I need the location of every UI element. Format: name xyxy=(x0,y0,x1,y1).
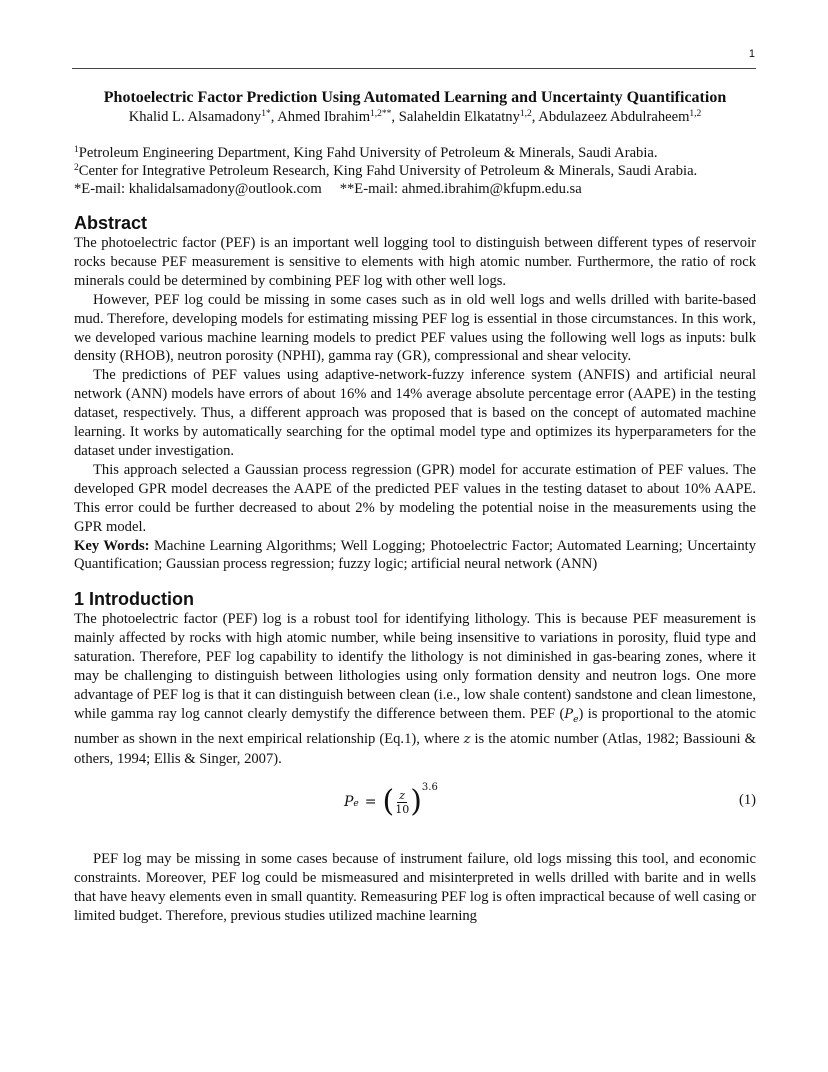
keywords-text: Machine Learning Algorithms; Well Logging; Photoelectric Factor; Automated Learning; Uncertainty Quantification; Gaussian process regression; fuzzy logic; artificial neural network (ANN) xyxy=(74,537,756,573)
equation-fraction: $\frac{z}{10}$ xyxy=(395,788,410,816)
author-name: Khalid L. Alsamadony xyxy=(128,109,262,125)
email-1: *E-mail: khalidalsamadony@outlook.com xyxy=(74,181,322,197)
equation-1 xyxy=(74,782,756,834)
page-content xyxy=(74,88,756,926)
author-name: Abdulazeez Abdulraheem xyxy=(538,109,690,125)
intro-paragraph-2: PEF log may be missing in some cases because of instrument failure, old logs missing this tool, and economic constraints. Moreover, PEF log could be mismeasured and misinterpreted in wells drilled with barite and in wells that have heavy elements even in small quantity. Remeasuring PEF log is often impractical because of well casing or limited budget. Therefore, previous studies utilized machine learning xyxy=(74,851,756,925)
email-line xyxy=(74,180,756,198)
author-sup: 1,2 xyxy=(689,109,702,119)
page-number: 1 xyxy=(748,48,755,60)
author-list: Khalid L. Alsamadony$^{1*}$, Ahmed Ibrahim$^{1,2**}$, Salaheldin Elkatatny$^{1,2}$, Abdulazeez Abdulraheem$^{1,2}$ xyxy=(128,109,702,125)
author-sup: 1,2 xyxy=(519,109,532,119)
affiliation-2: $^2$Center for Integrative Petroleum Research, King Fahd University of Petroleum & Minerals, Saudi Arabia. xyxy=(74,163,698,179)
author-sup: 1* xyxy=(261,109,271,119)
affiliation-1: $^1$Petroleum Engineering Department, King Fahd University of Petroleum & Minerals, Saudi Arabia. xyxy=(74,145,658,161)
abstract-heading: Abstract xyxy=(74,213,148,233)
abstract-paragraph: The predictions of PEF values using adaptive-network-fuzzy inference system (ANFIS) and artificial neural network (ANN) models have errors of about 16% and 14% average absolute percentage error (AAPE) in the testing dataset, respectively. Thus, a different approach was proposed that is based on the concept of automated machine learning. It works by automatically searching for the optimal model type and optimizes its hyperparameters for the dataset under investigation. xyxy=(74,367,756,459)
keywords-label: Key Words: xyxy=(74,537,150,554)
equation-exponent: 3.6 xyxy=(421,782,438,794)
author-name: Salaheldin Elkatatny xyxy=(398,109,520,125)
email-2: **E-mail: ahmed.ibrahim@kfupm.edu.sa xyxy=(339,181,582,197)
abstract-paragraph: The photoelectric factor (PEF) is an important well logging tool to distinguish between different types of reservoir rocks because PEF measurement is sensitive to elements with high atomic number. Furthermore, the ratio of rock minerals could be determined by combining PEF log with other well logs. xyxy=(74,235,756,289)
equation-number: (1) xyxy=(738,792,756,809)
author-sup: 1,2** xyxy=(370,109,392,119)
equation-body: P e = ( $\frac{z}{10}$ ) 3.6 xyxy=(344,782,438,820)
intro-paragraph-1: The photoelectric factor (PEF) log is a robust tool for identifying lithology. This is because PEF measurement is mainly affected by rocks with high atomic number, while being insensitive to variations in porosity, fluid type and saturation. Therefore, PEF log capability to identify the lithology is not diminished in gas-bearing zones, where it may be challenging to distinguish between lithologies using only formation density and neutron logs. One more advantage of PEF log is that it can distinguish between clean (i.e., low shale content) sandstone and clean limestone, while gamma ray log cannot clearly demystify the difference between them. PEF $(P_e)$ is proportional to the atomic number as shown in the next empirical relationship (Eq.1), where z is the atomic number (Atlas, 1982; Bassiouni & others, 1994; Ellis & Singer, 2007). xyxy=(74,611,756,767)
abstract-paragraph: However, PEF log could be missing in some cases such as in old well logs and wells drilled with barite-based mud. Therefore, developing models for estimating missing PEF log is essential in those circumstances. In this work, we developed various machine learning models to predict PEF values using the following well logs as inputs: bulk density (RHOB), neutron porosity (NPHI), gamma ray (GR), compressional and shear velocity. xyxy=(74,291,756,365)
introduction-heading: 1 Introduction xyxy=(74,589,194,610)
abstract-paragraph: This approach selected a Gaussian process regression (GPR) model for accurate estimation of PEF values. The developed GPR model decreases the AAPE of the predicted PEF values in the testing dataset to about 10% AAPE. This error could be further decreased to about 2% by modeling the potential noise in the measurements using the GPR model. xyxy=(74,461,756,535)
keywords xyxy=(74,537,756,575)
author-name: Ahmed Ibrahim xyxy=(277,109,371,125)
paper-title: Photoelectric Factor Prediction Using Automated Learning and Uncertainty Quantification xyxy=(103,89,727,106)
header-rule xyxy=(72,68,756,69)
